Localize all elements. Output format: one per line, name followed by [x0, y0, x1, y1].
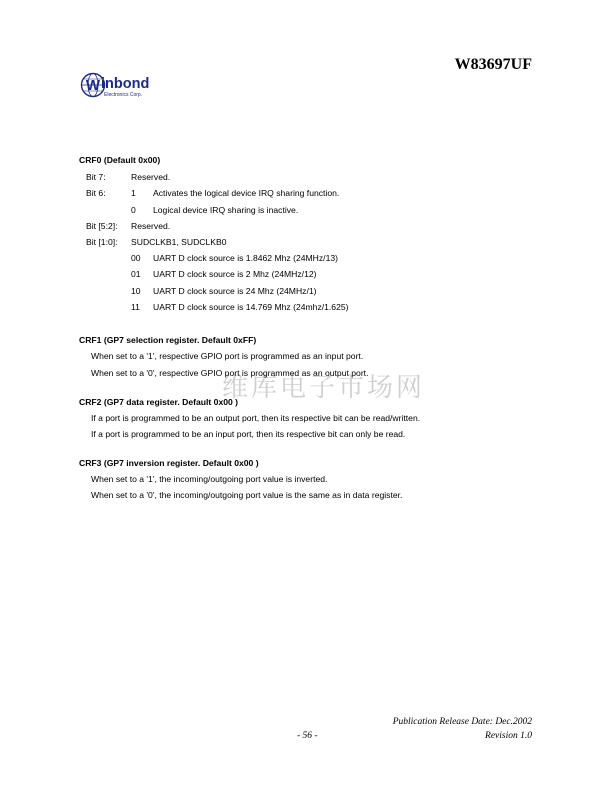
crf0-bit52-label: Bit [5:2]:: [86, 221, 118, 231]
crf0-clk-text-10: UART D clock source is 24 Mhz (24MHz/1): [153, 286, 317, 296]
crf0-bit10-text: SUDCLKB1, SUDCLKB0: [131, 237, 227, 247]
winbond-logo: [80, 70, 180, 100]
crf0-bit52-text: Reserved.: [131, 221, 171, 231]
crf0-clk-text-11: UART D clock source is 14.769 Mhz (24mhz/1.625): [153, 302, 349, 312]
svg-text:W: W: [85, 77, 101, 94]
crf0-bit6-text: Activates the logical device IRQ sharing function.: [153, 188, 340, 198]
crf2-heading: CRF2 (GP7 data register. Default 0x00 ): [79, 397, 239, 407]
crf0-clk-text-01: UART D clock source is 2 Mhz (24MHz/12): [153, 269, 317, 279]
crf0-clk-code-01: 01: [131, 269, 141, 279]
crf0-heading: CRF0 (Default 0x00): [79, 155, 161, 165]
crf0-bit7-label: Bit 7:: [86, 172, 106, 182]
part-number: W83697UF: [454, 56, 532, 73]
watermark: 维库电子市场网: [222, 373, 426, 403]
crf0-clk-code-10: 10: [131, 286, 141, 296]
crf1-line-1: When set to a '1', respective GPIO port is programmed as an input port.: [91, 351, 364, 361]
crf0-bit6-code: 1: [131, 188, 136, 198]
footer-page-number: - 56 -: [297, 731, 318, 741]
crf2-line-1: If a port is programmed to be an output port, then its respective bit can be read/written.: [91, 413, 421, 423]
footer-revision: Revision 1.0: [485, 731, 532, 741]
crf3-heading: CRF3 (GP7 inversion register. Default 0x00 ): [79, 458, 259, 468]
crf3-line-1: When set to a '1', the incoming/outgoing port value is inverted.: [91, 474, 328, 484]
crf0-bit6-text0: Logical device IRQ sharing is inactive.: [153, 205, 299, 215]
footer-release-date: Publication Release Date: Dec.2002: [392, 717, 532, 727]
crf0-bit10-label: Bit [1:0]:: [86, 237, 118, 247]
crf0-clk-code-00: 00: [131, 253, 141, 263]
crf1-heading: CRF1 (GP7 selection register. Default 0xFF): [79, 335, 257, 345]
crf0-bit7-text: Reserved.: [131, 172, 171, 182]
crf0-bit6-code0: 0: [131, 205, 136, 215]
crf0-clk-text-00: UART D clock source is 1.8462 Mhz (24MHz/13): [153, 253, 338, 263]
logo-subtitle: Electronics Corp.: [104, 92, 143, 98]
logo-wordmark: inbond: [101, 76, 150, 92]
crf1-line-2: When set to a '0', respective GPIO port is programmed as an output port.: [91, 368, 369, 378]
crf3-line-2: When set to a '0', the incoming/outgoing port value is the same as in data register.: [91, 490, 403, 500]
crf0-clk-code-11: 11: [131, 302, 140, 312]
crf0-bit6-label: Bit 6:: [86, 188, 106, 198]
crf2-line-2: If a port is programmed to be an input port, then its respective bit can only be read.: [91, 429, 406, 439]
